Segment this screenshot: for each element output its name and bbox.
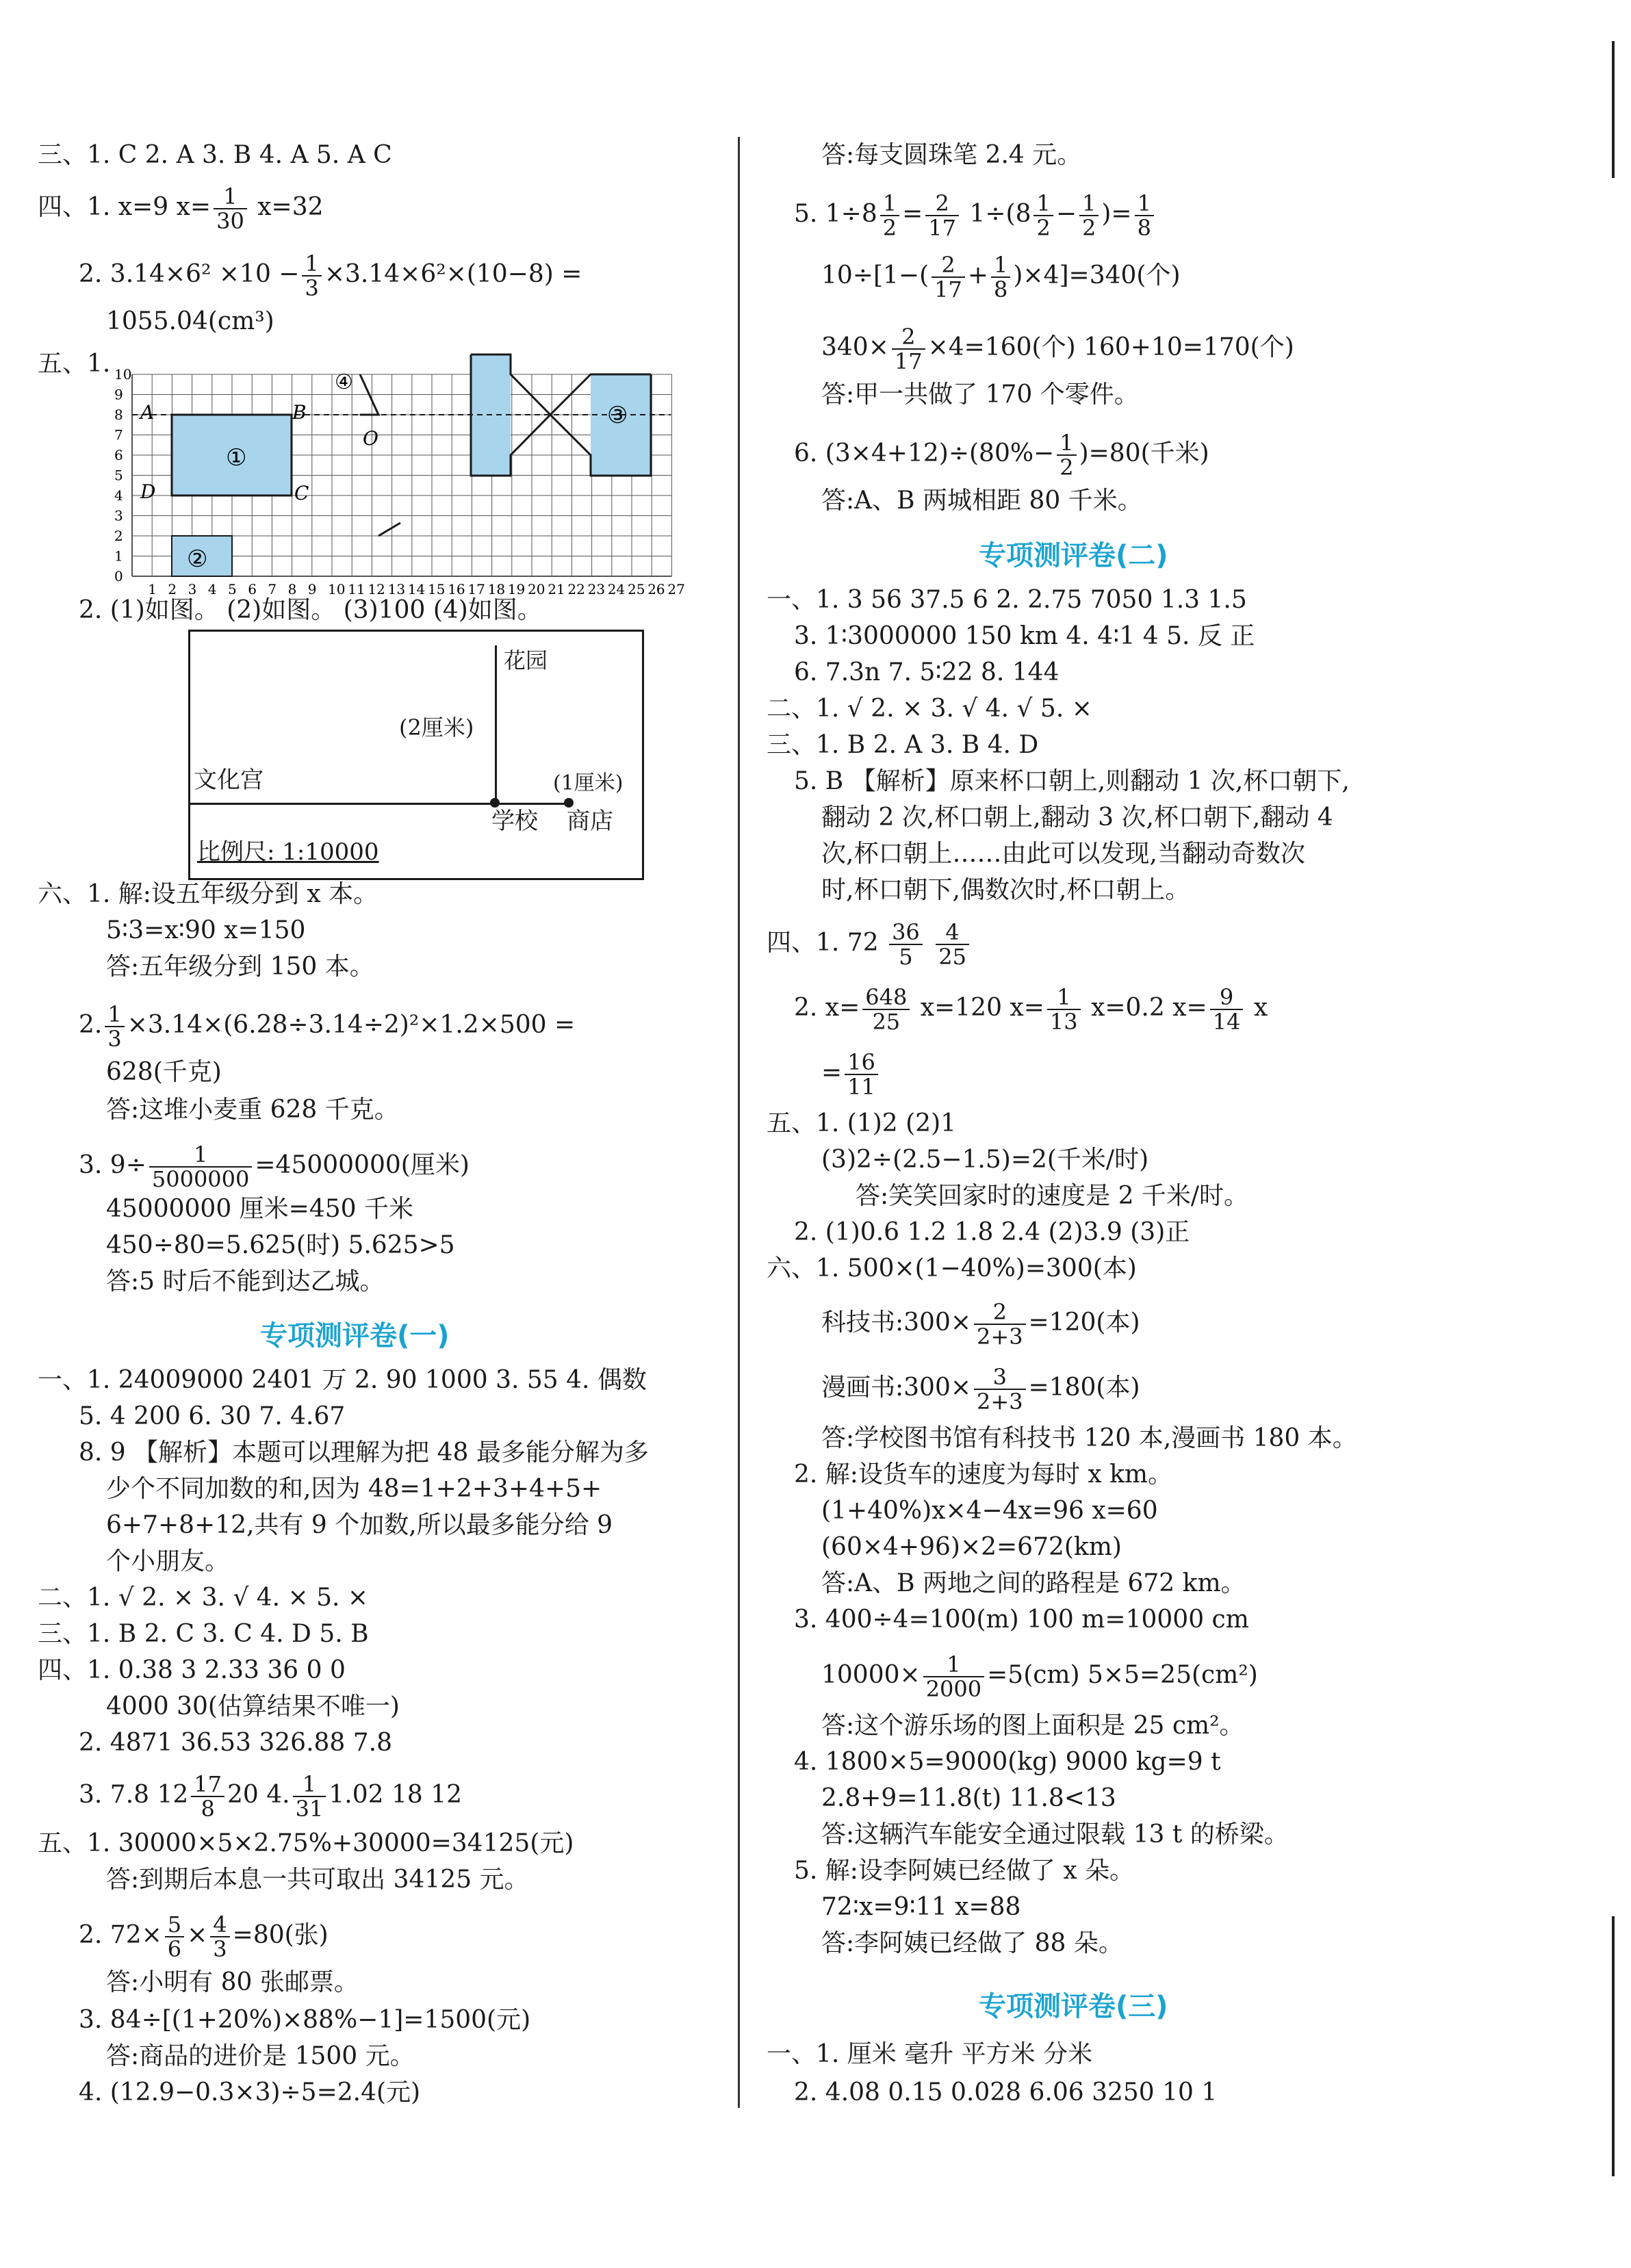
answer-line: 一、1. 3 56 37.5 6 2. 2.75 7050 1.3 1.5 <box>767 586 1247 614</box>
x-tick-label: 15 <box>428 581 446 597</box>
answer-line: 答:A、B 两城相距 80 千米。 <box>821 487 1142 515</box>
road-shop <box>495 803 569 805</box>
answer-line: (3)2÷(2.5−1.5)=2(千米/时) <box>821 1146 1149 1174</box>
answer-line: 6. (3×4+12)÷(80%− $\frac{1}{2}$ )=80(千米) <box>794 430 1209 480</box>
fraction: $\frac{4}{25}$ <box>936 920 969 968</box>
road-horizontal <box>190 803 495 805</box>
x-tick-label: 11 <box>348 581 365 597</box>
y-tick-label: 6 <box>114 447 123 463</box>
y-tick-label: 2 <box>114 528 123 544</box>
fraction: $\frac{1}{30}$ <box>214 185 247 233</box>
x-tick-label: 8 <box>287 581 297 597</box>
distance-label: (2厘米) <box>399 714 474 740</box>
answer-line: 答:5 时后不能到达乙城。 <box>106 1267 385 1296</box>
fraction: $\frac{1}{2000}$ <box>923 1653 984 1701</box>
y-tick-label: 9 <box>114 386 123 403</box>
answer-line: 3. 400÷4=100(m) 100 m=10000 cm <box>794 1606 1249 1634</box>
garden-label: 花园 <box>504 647 548 673</box>
x-tick-label: 21 <box>548 581 565 597</box>
y-tick-label: 8 <box>114 407 123 423</box>
answer-line: 340× $\frac{2}{17}$ ×4=160(个) 160+10=170(个) <box>821 324 1294 374</box>
x-tick-label: 7 <box>268 581 277 597</box>
answer-line: 答:学校图书馆有科技书 120 本,漫画书 180 本。 <box>821 1424 1357 1452</box>
x-tick-label: 19 <box>507 581 526 597</box>
y-tick-label: 7 <box>114 426 123 443</box>
answer-line: (1+40%)x×4−4x=96 x=60 <box>821 1497 1158 1525</box>
fraction: $\frac{1}{2}$ <box>1079 192 1099 240</box>
fraction: $\frac{2}{17}$ <box>892 325 925 373</box>
segment <box>378 523 400 536</box>
x-tick-label: 16 <box>448 581 465 597</box>
answer-line: 3. 9÷ $\frac{1}{5000000}$ =45000000(厘米) <box>79 1142 470 1192</box>
fraction: $\frac{9}{14}$ <box>1210 985 1244 1033</box>
x-tick-label: 1 <box>148 581 157 597</box>
distance-label: (1厘米) <box>553 771 624 795</box>
answer-line: 三、1. B 2. A 3. B 4. D <box>767 731 1039 759</box>
fraction: $\frac{4}{3}$ <box>210 1913 229 1961</box>
answer-line: 答:到期后本息一共可取出 34125 元。 <box>106 1866 529 1894</box>
answer-line: 3. 84÷[(1+20%)×88%−1]=1500(元) <box>79 2006 531 2034</box>
x-tick-label: 13 <box>387 581 406 597</box>
answer-line: 6. 7.3n 7. 5∶22 8. 144 <box>794 658 1059 686</box>
answer-line: 答:五年级分到 150 本。 <box>106 953 374 981</box>
answer-line: = $\frac{16}{11}$ <box>821 1051 881 1098</box>
x-tick-label: 27 <box>667 581 685 597</box>
x-tick-label: 20 <box>528 581 545 597</box>
scale-label: 比例尺: 1:10000 <box>197 838 379 866</box>
answer-line: 答:这辆汽车能安全通过限载 13 t 的桥梁。 <box>821 1820 1289 1848</box>
shop-label: 商店 <box>567 808 613 835</box>
x-tick-label: 14 <box>407 581 426 597</box>
fraction: $\frac{648}{25}$ <box>862 985 910 1033</box>
fraction: $\frac{2}{2+3}$ <box>974 1300 1026 1348</box>
answer-line: 3. 7.8 12 $\frac{17}{8}$ 20 4. $\frac{1}{31}$ 1.02 18 12 <box>79 1771 463 1822</box>
answer-line: 10000× $\frac{1}{2000}$ =5(cm) 5×5=25(cm²) <box>821 1651 1258 1702</box>
coordinate-grid <box>38 342 722 602</box>
answer-line: 翻动 2 次,杯口朝上,翻动 3 次,杯口朝下,翻动 4 <box>821 803 1333 832</box>
fraction: $\frac{1}{13}$ <box>1047 985 1081 1033</box>
answer-line: 2. $\frac{1}{3}$ ×3.14×(6.28÷3.14÷2)²×1.2×500 = <box>79 1001 576 1052</box>
answer-line: 四、1. x=9 x= $\frac{1}{30}$ x=32 <box>38 183 324 234</box>
shape-1-label: ① <box>226 444 247 472</box>
answer-line: 六、1. 500×(1−40%)=300(本) <box>767 1254 1137 1283</box>
fraction: $\frac{3}{2+3}$ <box>974 1365 1026 1413</box>
x-tick-label: 4 <box>207 581 217 597</box>
answer-line: 5∶3=x∶90 x=150 <box>106 916 306 944</box>
y-tick-label: 4 <box>114 487 123 504</box>
answer-line: 2. 4.08 0.15 0.028 6.06 3250 10 1 <box>794 2078 1218 2106</box>
answer-line: 次,杯口朝上……由此可以发现,当翻动奇数次 <box>821 840 1305 868</box>
x-tick-label: 18 <box>487 581 506 597</box>
answer-line: 个小朋友。 <box>106 1547 230 1575</box>
x-tick-label: 26 <box>647 581 665 597</box>
answer-line: 2. 4871 36.53 326.88 7.8 <box>79 1729 393 1757</box>
fraction: $\frac{1}{3}$ <box>105 1003 124 1051</box>
x-tick-label: 10 <box>328 581 346 597</box>
answer-line: 答:商品的进价是 1500 元。 <box>106 2042 415 2070</box>
answer-line: 2. 3.14×6² ×10 − $\frac{1}{3}$ ×3.14×6²×(10−8) = <box>79 250 582 301</box>
point-b-label: B <box>292 401 307 424</box>
fraction: $\frac{1}{31}$ <box>293 1773 326 1820</box>
palace-label: 文化宫 <box>194 766 264 794</box>
fraction: $\frac{2}{17}$ <box>925 192 959 240</box>
answer-line: 4. 1800×5=9000(kg) 9000 kg=9 t <box>794 1748 1221 1776</box>
answer-line: 2.8+9=11.8(t) 11.8<13 <box>821 1784 1116 1812</box>
fraction: $\frac{2}{17}$ <box>932 253 965 301</box>
section-heading: 专项测评卷(二) <box>979 540 1168 571</box>
fraction: $\frac{36}{5}$ <box>889 920 923 968</box>
answer-line: 答:这个游乐场的图上面积是 25 cm²。 <box>821 1712 1244 1740</box>
fraction: $\frac{1}{2}$ <box>1057 431 1076 479</box>
x-tick-label: 9 <box>307 581 317 597</box>
answer-line: 答:每支圆珠笔 2.4 元。 <box>821 141 1082 169</box>
answer-line: 6+7+8+12,共有 9 个加数,所以最多能分给 9 <box>106 1511 613 1539</box>
edge-mark <box>1612 1916 1615 2176</box>
point-d-label: D <box>140 480 156 503</box>
answer-line: 时,杯口朝下,偶数次时,杯口朝上。 <box>821 876 1190 904</box>
answer-line: 答:笑笑回家时的速度是 2 千米/时。 <box>856 1182 1249 1210</box>
school-label: 学校 <box>491 808 538 835</box>
answer-line: 六、1. 解:设五年级分到 x 本。 <box>38 880 378 908</box>
y-tick-label: 1 <box>114 547 123 565</box>
answer-line: 5. 4 200 6. 30 7. 4.67 <box>79 1402 346 1430</box>
y-tick-label: 10 <box>114 366 132 383</box>
fraction: $\frac{1}{2}$ <box>1033 192 1053 240</box>
x-tick-label: 24 <box>607 581 626 597</box>
road-vertical <box>495 645 497 805</box>
answer-line: 答:这堆小麦重 628 千克。 <box>106 1096 399 1124</box>
answer-line: 四、1. 72 $\frac{36}{5}$ $\frac{4}{25}$ <box>767 920 972 968</box>
section-heading: 专项测评卷(一) <box>260 1320 450 1352</box>
answer-line: 答:甲一共做了 170 个零件。 <box>821 381 1139 409</box>
fraction: $\frac{17}{8}$ <box>191 1773 224 1820</box>
point-c-label: C <box>294 482 309 504</box>
fraction: $\frac{1}{3}$ <box>302 252 321 300</box>
fraction: $\frac{16}{11}$ <box>845 1051 878 1098</box>
answer-line: 450÷80=5.625(时) 5.625>5 <box>106 1231 455 1259</box>
y-tick-label: 5 <box>114 467 123 484</box>
answer-line: (60×4+96)×2=672(km) <box>821 1533 1122 1561</box>
answer-line: 科技书:300× $\frac{2}{2+3}$ =120(本) <box>821 1299 1140 1350</box>
answer-line: 答:李阿姨已经做了 88 朵。 <box>821 1929 1123 1957</box>
shape-2-label: ② <box>187 545 208 573</box>
answer-line: 2. 72× $\frac{5}{6}$ × $\frac{4}{3}$ =80(张) <box>79 1911 329 1962</box>
x-tick-label: 25 <box>628 581 645 597</box>
point-o-label: O <box>363 427 378 450</box>
answer-line: 5. B 【解析】原来杯口朝上,则翻动 1 次,杯口朝下, <box>794 767 1350 795</box>
fraction: $\frac{1}{8}$ <box>991 253 1010 301</box>
answer-line: 10÷[1−( $\frac{2}{17}$ + $\frac{1}{8}$ )×4]=340(个) <box>821 252 1181 302</box>
answer-line: 漫画书:300× $\frac{3}{2+3}$ =180(本) <box>821 1364 1140 1415</box>
answer-line: 2. (1)0.6 1.2 1.8 2.4 (2)3.9 (3)正 <box>794 1218 1190 1246</box>
edge-mark <box>1612 41 1615 178</box>
fraction: $\frac{5}{6}$ <box>165 1913 184 1961</box>
x-tick-label: 6 <box>248 581 257 597</box>
x-tick-label: 5 <box>228 581 237 597</box>
answer-line: 5. 解:设李阿姨已经做了 x 朵。 <box>794 1857 1135 1885</box>
answer-line: 答:A、B 两地之间的路程是 672 km。 <box>821 1569 1246 1597</box>
answer-line: 三、1. B 2. C 3. C 4. D 5. B <box>38 1620 369 1648</box>
answer-line: 72∶x=9∶11 x=88 <box>821 1893 1021 1921</box>
x-tick-label: 17 <box>467 581 485 597</box>
x-tick-label: 2 <box>168 581 177 597</box>
answer-line: 2. 解:设货车的速度为每时 x km。 <box>794 1460 1173 1489</box>
answer-line: 45000000 厘米=450 千米 <box>106 1195 413 1223</box>
map-diagram <box>188 630 644 880</box>
answer-line: 五、1. (1)2 (2)1 <box>767 1109 957 1137</box>
column-divider <box>738 137 740 2108</box>
x-tick-label: 23 <box>587 581 606 597</box>
fraction: $\frac{1}{2}$ <box>880 192 899 240</box>
answer-line: 一、1. 厘米 毫升 平方米 分米 <box>767 2040 1093 2068</box>
answer-line: 4. (12.9−0.3×3)÷5=2.4(元) <box>79 2078 421 2106</box>
answer-line: 一、1. 24009000 2401 万 2. 90 1000 3. 55 4. 偶数 <box>38 1366 647 1394</box>
answer-line: 少个不同加数的和,因为 48=1+2+3+4+5+ <box>106 1475 602 1503</box>
answer-line: 2. (1)如图。 (2)如图。 (3)100 (4)如图。 <box>79 596 542 624</box>
answer-line: 5. 1÷8 $\frac{1}{2}$ = $\frac{2}{17}$ 1÷(8 $\frac{1}{2}$ − $\frac{1}{2}$ )= $\frac{1}{8}$ <box>794 192 1157 240</box>
x-tick-label: 3 <box>188 581 197 597</box>
answer-line: 三、1. C 2. A 3. B 4. A 5. A C <box>38 141 392 169</box>
grid-label: 五、1. <box>38 350 111 378</box>
fraction: $\frac{1}{8}$ <box>1135 192 1154 240</box>
shape-4-label: ④ <box>335 370 353 394</box>
answer-line: 四、1. 0.38 3 2.33 36 0 0 <box>38 1656 346 1684</box>
answer-line: 4000 30(估算结果不唯一) <box>106 1692 400 1721</box>
x-tick-label: 22 <box>567 581 585 597</box>
answer-line: 答:小明有 80 张邮票。 <box>106 1968 359 1996</box>
shape-3-label: ③ <box>607 402 628 429</box>
y-tick-label: 3 <box>114 507 123 524</box>
y-tick-label: 0 <box>114 568 123 584</box>
answer-line: 二、1. √ 2. × 3. √ 4. √ 5. × <box>767 695 1092 723</box>
point-a-label: A <box>140 401 155 424</box>
answer-line: 二、1. √ 2. × 3. √ 4. × 5. × <box>38 1584 369 1612</box>
answer-line: 五、1. 30000×5×2.75%+30000=34125(元) <box>38 1829 574 1857</box>
x-tick-label: 12 <box>368 581 385 597</box>
fraction: $\frac{1}{5000000}$ <box>149 1143 253 1191</box>
answer-line: 628(千克) <box>106 1058 222 1086</box>
answer-line: 2. x= $\frac{648}{25}$ x=120 x= $\frac{1}{13}$ x=0.2 x= $\frac{9}{14}$ x <box>794 984 1268 1035</box>
answer-line: 1055.04(cm³) <box>106 307 274 335</box>
answer-line: 3. 1∶3000000 150 km 4. 4∶1 4 5. 反 正 <box>794 622 1255 650</box>
section-heading: 专项测评卷(三) <box>979 1991 1168 2022</box>
answer-line: 8. 9 【解析】本题可以理解为把 48 最多能分解为多 <box>79 1439 649 1467</box>
